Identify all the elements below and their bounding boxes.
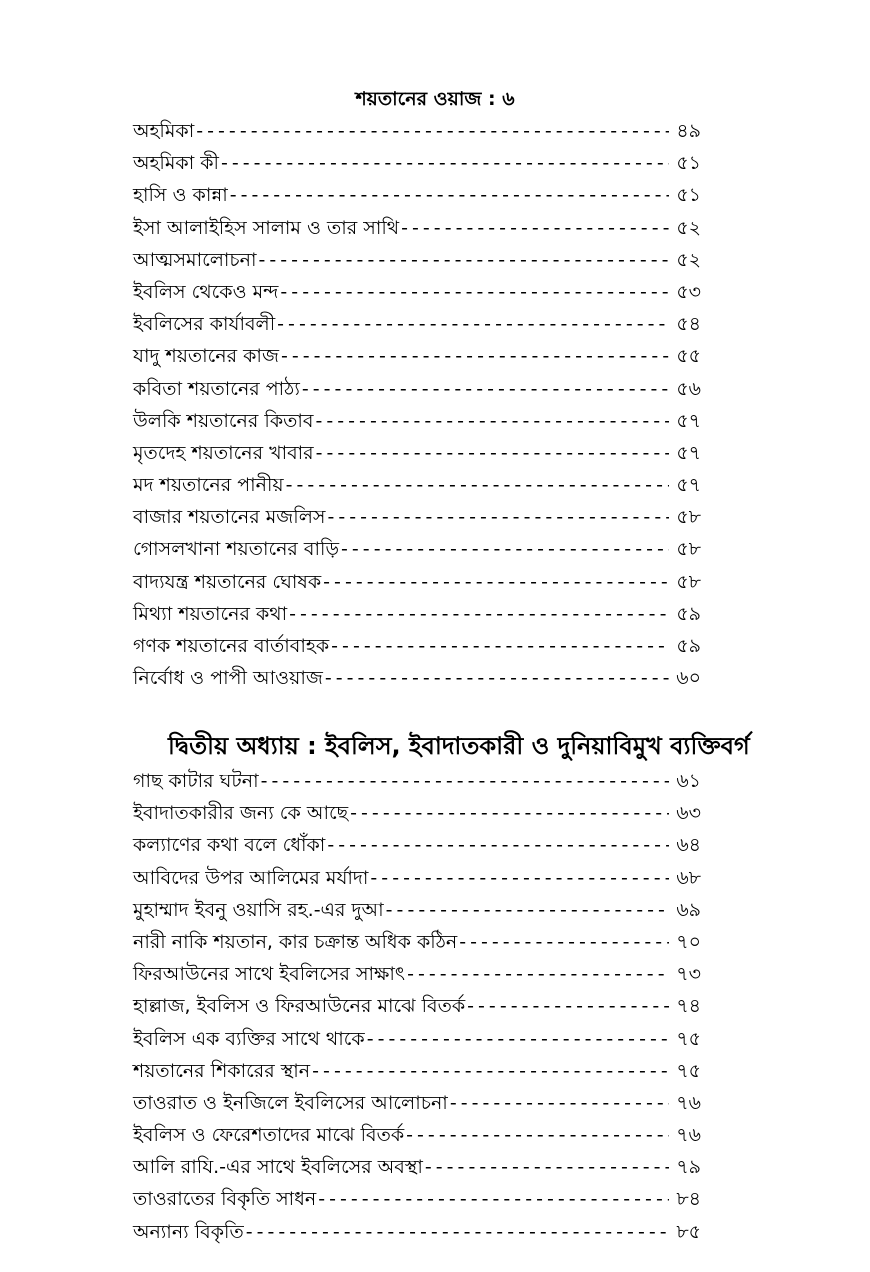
- dot-leader: [230, 179, 669, 211]
- toc-entry-page: ৫৭: [676, 474, 701, 497]
- toc-entry-title: ইবাদাতকারীর জন্য কে আছে: [133, 802, 349, 825]
- toc-entry: [133, 829, 701, 861]
- toc-entry-page: ৭৫: [676, 1059, 701, 1082]
- toc-entry: [133, 373, 701, 405]
- toc-entry-page: ৫২: [676, 216, 701, 239]
- toc-entry: [133, 1055, 701, 1087]
- dot-leader: [196, 115, 669, 147]
- toc-entry-title: উলকি শয়তানের কিতাব: [133, 409, 314, 432]
- toc-entry-page: ৫৫: [676, 345, 701, 368]
- toc-entry: [133, 1151, 701, 1183]
- toc-entry-title: মুহাম্মাদ ইবনু ওয়াসি রহ.-এর দুআ: [133, 898, 384, 921]
- toc-entry-page: ৮৫: [676, 1220, 701, 1243]
- toc-entry-page: ৪৯: [676, 120, 701, 142]
- dot-leader: [327, 501, 669, 533]
- toc-entry: [133, 533, 701, 565]
- toc-entry-title: অন্যান্য বিকৃতি: [133, 1220, 244, 1243]
- dot-leader: [246, 1216, 669, 1248]
- toc-entry-page: ৫১: [676, 152, 701, 175]
- toc-entry-page: ৬৩: [676, 802, 701, 825]
- toc-entry-page: ৭৫: [676, 1027, 701, 1050]
- toc-entry-page: ৭৬: [676, 1091, 701, 1114]
- chapter-heading: দ্বিতীয় অধ্যায় : ইবলিস, ইবাদাতকারী ও দুনিয়াবিমুখ ব্যক্তিবর্গ: [168, 732, 750, 760]
- toc-entry-title: ইবলিসের কার্যাবলী: [133, 313, 276, 336]
- toc-entry-page: ৬৯: [676, 898, 701, 921]
- toc-entry-page: ৭৯: [676, 1156, 701, 1179]
- toc-entry-title: ইবলিস থেকেও মন্দ: [133, 280, 279, 303]
- toc-entry-page: ৫২: [676, 248, 701, 271]
- toc-entry-page: ৬১: [676, 770, 701, 792]
- toc-entry-title: ইসা আলাইহিস সালাম ও তার সাথি: [133, 216, 400, 239]
- dot-leader: [277, 308, 669, 340]
- toc-entry: [133, 1183, 701, 1215]
- dot-leader: [331, 630, 669, 662]
- dot-leader: [259, 244, 670, 276]
- toc-entry: [133, 308, 701, 340]
- dot-leader: [312, 1055, 669, 1087]
- toc-entry: [133, 566, 701, 598]
- toc-entry: [133, 469, 701, 501]
- toc-entry-page: ৫৮: [676, 506, 701, 529]
- toc-entry-page: ৬৮: [676, 866, 701, 889]
- toc-entry-title: গণক শয়তানের বার্তাবাহক: [133, 635, 330, 657]
- dot-leader: [425, 1151, 669, 1183]
- toc-entry: [133, 244, 701, 276]
- toc-entry: [133, 405, 701, 437]
- dot-leader: [459, 926, 669, 958]
- toc-entry-title: কল্যাণের কথা বলে ধোঁকা: [133, 834, 326, 857]
- toc-entry-page: ৬০: [676, 667, 701, 690]
- toc-entry-title: মিথ্যা শয়তানের কথা: [133, 602, 288, 625]
- toc-entry: [133, 598, 701, 630]
- toc-entry-title: মদ শয়তানের পানীয়: [133, 474, 284, 497]
- toc-entry-title: বাদ্যযন্ত্র শয়তানের ঘোষক: [133, 570, 322, 593]
- toc-entry: [133, 990, 701, 1022]
- dot-leader: [289, 598, 669, 630]
- toc-entry: [133, 958, 701, 990]
- running-head: শয়তানের ওয়াজ : ৬: [355, 88, 515, 110]
- toc-entry-title: গাছ কাটার ঘটনা: [133, 770, 259, 792]
- toc-entry-page: ৫১: [676, 184, 701, 207]
- dot-leader: [350, 797, 669, 829]
- dot-leader: [318, 1183, 669, 1215]
- toc-entry: [133, 147, 701, 179]
- toc-entry-title: তাওরাতের বিকৃতি সাধন: [133, 1188, 317, 1211]
- toc-entry-page: ৫৭: [676, 409, 701, 432]
- toc-entry-page: ৭৩: [676, 963, 701, 986]
- toc-entry-title: আত্মসমালোচনা: [133, 248, 257, 271]
- dot-leader: [315, 405, 669, 437]
- dot-leader: [327, 829, 669, 861]
- toc-entry: [133, 797, 701, 829]
- toc-entry-title: ইবলিস ও ফেরেশতাদের মাঝে বিতর্ক: [133, 1124, 405, 1147]
- dot-leader: [407, 958, 669, 990]
- dot-leader: [325, 662, 669, 694]
- dot-leader: [286, 469, 669, 501]
- dot-leader: [386, 894, 669, 926]
- toc-entry-title: মৃতদেহ শয়তানের খাবার: [133, 441, 314, 464]
- dot-leader: [280, 276, 669, 308]
- toc-entry-title: অহমিকা কী: [133, 152, 219, 175]
- toc-entry: [133, 926, 701, 958]
- dot-leader: [401, 212, 669, 244]
- toc-entry-page: ৬৪: [676, 834, 701, 857]
- toc-entry-page: ৫৩: [676, 280, 701, 303]
- dot-leader: [406, 1119, 669, 1151]
- toc-entry-page: ৫৪: [676, 313, 701, 336]
- toc-entry-title: নারী নাকি শয়তান, কার চক্রান্ত অধিক কঠিন: [133, 930, 458, 953]
- toc-entry: [133, 630, 701, 662]
- toc-entry-title: হাল্লাজ, ইবলিস ও ফিরআউনের মাঝে বিতর্ক: [133, 995, 466, 1018]
- toc-entry-title: শয়তানের শিকারের স্থান: [133, 1059, 311, 1082]
- toc-entry-title: গোসলখানা শয়তানের বাড়ি: [133, 538, 340, 561]
- toc-entry-page: ৭০: [676, 930, 701, 953]
- toc-entry-page: ৫৭: [676, 441, 701, 464]
- toc-entry-title: অহমিকা: [133, 120, 195, 142]
- dot-leader: [341, 533, 669, 565]
- toc-entry: [133, 501, 701, 533]
- toc-entry: [133, 1087, 701, 1119]
- toc-entry: [133, 115, 701, 147]
- toc-entry-page: ৫৯: [676, 602, 701, 625]
- toc-entry: [133, 276, 701, 308]
- toc-entry-page: ৭৪: [676, 995, 701, 1018]
- toc-entry-title: কবিতা শয়তানের পাঠ্য: [133, 377, 300, 400]
- toc-entry: [133, 1023, 701, 1055]
- dot-leader: [367, 1023, 669, 1055]
- toc-entry-title: আলি রাযি.-এর সাথে ইবলিসের অবস্থা: [133, 1156, 423, 1179]
- toc-entry-page: ৭৬: [676, 1124, 701, 1147]
- toc-entry-title: ইবলিস এক ব্যক্তির সাথে থাকে: [133, 1027, 365, 1050]
- dot-leader: [281, 340, 669, 372]
- toc-entry-title: যাদু শয়তানের কাজ: [133, 345, 279, 368]
- toc-entry: [133, 1216, 701, 1248]
- dot-leader: [450, 1087, 669, 1119]
- toc-entry: [133, 894, 701, 926]
- dot-leader: [302, 373, 669, 405]
- toc-entry: [133, 765, 701, 797]
- dot-leader: [221, 147, 669, 179]
- toc-entry-page: ৫৯: [676, 635, 701, 657]
- toc-entry-title: নির্বোধ ও পাপী আওয়াজ: [133, 667, 323, 690]
- toc-entry-title: তাওরাত ও ইনজিলে ইবলিসের আলোচনা: [133, 1091, 448, 1114]
- toc-entry-page: ৫৮: [676, 570, 701, 593]
- toc-entry-title: হাসি ও কান্না: [133, 184, 228, 207]
- toc-entry: [133, 179, 701, 211]
- toc-section-2: [133, 765, 701, 1248]
- toc-entry: [133, 862, 701, 894]
- dot-leader: [370, 862, 669, 894]
- toc-entry-page: ৮৪: [676, 1188, 701, 1211]
- toc-entry: [133, 1119, 701, 1151]
- toc-entry: [133, 662, 701, 694]
- toc-entry-title: ফিরআউনের সাথে ইবলিসের সাক্ষাৎ: [133, 963, 406, 986]
- toc-entry: [133, 437, 701, 469]
- dot-leader: [467, 990, 669, 1022]
- toc-entry-title: বাজার শয়তানের মজলিস: [133, 506, 326, 529]
- dot-leader: [323, 566, 669, 598]
- toc-entry-page: ৫৬: [676, 377, 701, 400]
- dot-leader: [316, 437, 669, 469]
- toc-entry-page: ৫৮: [676, 538, 701, 561]
- toc-entry-title: আবিদের উপর আলিমের মর্যাদা: [133, 866, 369, 889]
- toc-section-1: [133, 115, 701, 694]
- toc-entry: [133, 212, 701, 244]
- toc-entry: [133, 340, 701, 372]
- dot-leader: [261, 765, 669, 797]
